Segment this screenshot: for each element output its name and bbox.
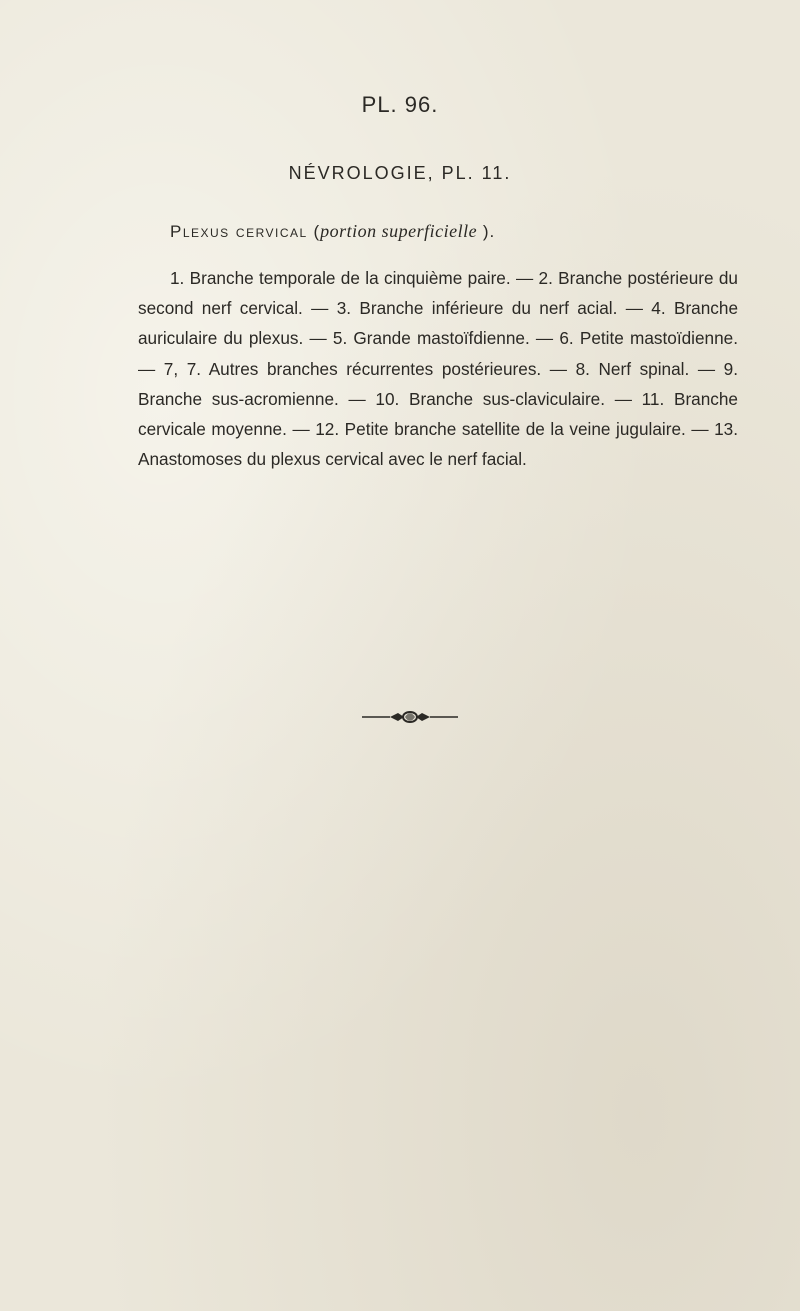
legend — [138, 263, 738, 474]
legend-text: 1. Branche temporale de la cinquième paire. — 2. Branche postérieure du second nerf cervical. — 3. Branche inférieure du nerf acial. — 4. Branche auriculaire du plexus. — 5. Grande mastoïfdienne. — 6. Petite mastoïdienne. — 7, 7. Autres branches récurrentes postérieures. — 8. Nerf spinal. — 9. Branche sus-acromienne. — 10. Branche sus-claviculaire. — 11. Branche cervicale moyenne. — 12. Petite branche satellite de la veine jugulaire. — 13. Anastomoses du plexus cervical avec le nerf facial. — [138, 268, 738, 470]
subtitle-close-paren: ). — [482, 222, 496, 241]
subtitle-caps: Plexus cervical — [170, 222, 308, 241]
subtitle-open-paren: ( — [313, 222, 321, 241]
section-title: NÉVROLOGIE, PL. 11. — [288, 163, 512, 183]
subtitle-italic: portion superficielle — [320, 221, 478, 241]
plate-number: PL. 96. — [361, 92, 439, 117]
subtitle — [170, 221, 750, 242]
fleuron-divider-icon — [360, 708, 460, 726]
